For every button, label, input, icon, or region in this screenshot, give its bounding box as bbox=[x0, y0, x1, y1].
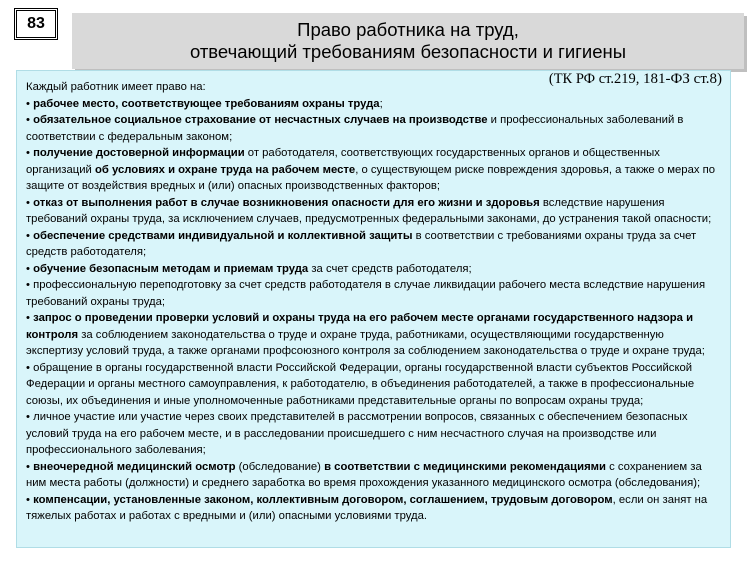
list-item: • обеспечение средствами индивидуальной и коллективной защиты в соответствии с требованиями охраны труда за счет средств работодателя; bbox=[26, 229, 697, 258]
bullet: • bbox=[26, 493, 30, 506]
list-item: • внеочередной медицинский осмотр (обследование) в соответствии с медицинскими рекомендациями с сохранением за ним места работы (должности) и среднего заработка во время прохождения указанного медицинского осмотра (обследования); bbox=[26, 460, 702, 489]
list-item: • компенсации, установленные законом, коллективным договором, соглашением, трудовым договором, если он занят на тяжелых работах и работах с вредными и (или) опасными условиями труда. bbox=[26, 493, 708, 522]
list-item: • обращение в органы государственной власти Российской Федерации, органы государственной власти субъектов Российской Федерации и органы местного самоуправления, к работодателю, в объединения работодателей, а также в профессиональные союзы, их объединения и иные уполномоченные работниками представительные органы по вопросам охраны труда; bbox=[26, 361, 695, 407]
bullet: • bbox=[26, 312, 30, 324]
bullet: • bbox=[26, 411, 30, 423]
law-reference-part1: (ТК РФ ст.219, bbox=[548, 71, 644, 87]
bullet: • bbox=[26, 147, 30, 159]
law-reference-part2: 181-ФЗ ст.8) bbox=[643, 71, 722, 87]
list-item: • получение достоверной информации от работодателя, соответствующих государственных органов и общественных организаций об условиях и охране труда на рабочем месте, о существующем риске повреждения здоровья, а также о мерах по защите от воздействия вредных и (или) опасных производственных факторов; bbox=[26, 147, 716, 192]
list-item: • отказ от выполнения работ в случае возникновения опасности для его жизни и здоровья вследствие нарушения требований охраны труда, за исключением случаев, предусмотренных федеральными законами, до устранения такой опасности; bbox=[26, 196, 712, 225]
list-item: • обучение безопасным методам и приемам труда за счет средств работодателя; bbox=[26, 262, 472, 275]
list-item: • профессиональную переподготовку за счет средств работодателя в случае ликвидации рабочего места вследствие нарушения требований охраны труда; bbox=[26, 279, 706, 308]
list-item: • личное участие или участие через своих представителей в рассмотрении вопросов, связанных с обеспечением безопасных условий труда на его рабочем месте, и в расследовании происшедшего с ним несчастного случая на производстве или профессионального заболевания; bbox=[26, 411, 688, 456]
slide-number: 83 bbox=[14, 8, 58, 40]
bullet: • bbox=[26, 279, 30, 291]
bullet: • bbox=[26, 229, 30, 242]
bullet: • bbox=[26, 361, 30, 374]
rights-text bbox=[26, 79, 716, 525]
title-banner bbox=[72, 13, 744, 69]
bullet: • bbox=[26, 196, 30, 209]
title-line-1: Право работника на труд, bbox=[297, 19, 519, 40]
bullet: • bbox=[26, 460, 30, 473]
list-item: • рабочее место, соответствующее требованиям охраны труда; bbox=[26, 97, 383, 110]
list-item: • обязательное социальное страхование от несчастных случаев на производстве и профессиональных заболеваний в соответствии с федеральным законом; bbox=[26, 114, 684, 143]
bullet: • bbox=[26, 97, 30, 110]
intro-text: Каждый работник имеет право на: bbox=[26, 81, 206, 93]
bullet: • bbox=[26, 114, 30, 126]
title-line-2: отвечающий требованиям безопасности и гигиены bbox=[189, 41, 627, 62]
bullet: • bbox=[26, 262, 30, 275]
list-item: • запрос о проведении проверки условий и охраны труда на его рабочем месте органами государственного надзора и контроля за соблюдением законодательства о труде и охране труда, работниками, осуществляющими государственную экспертизу условий труда, а также органами профсоюзного контроля за соблюдением законодательства о труде и охране труда; bbox=[26, 312, 705, 357]
content-panel bbox=[16, 70, 731, 548]
